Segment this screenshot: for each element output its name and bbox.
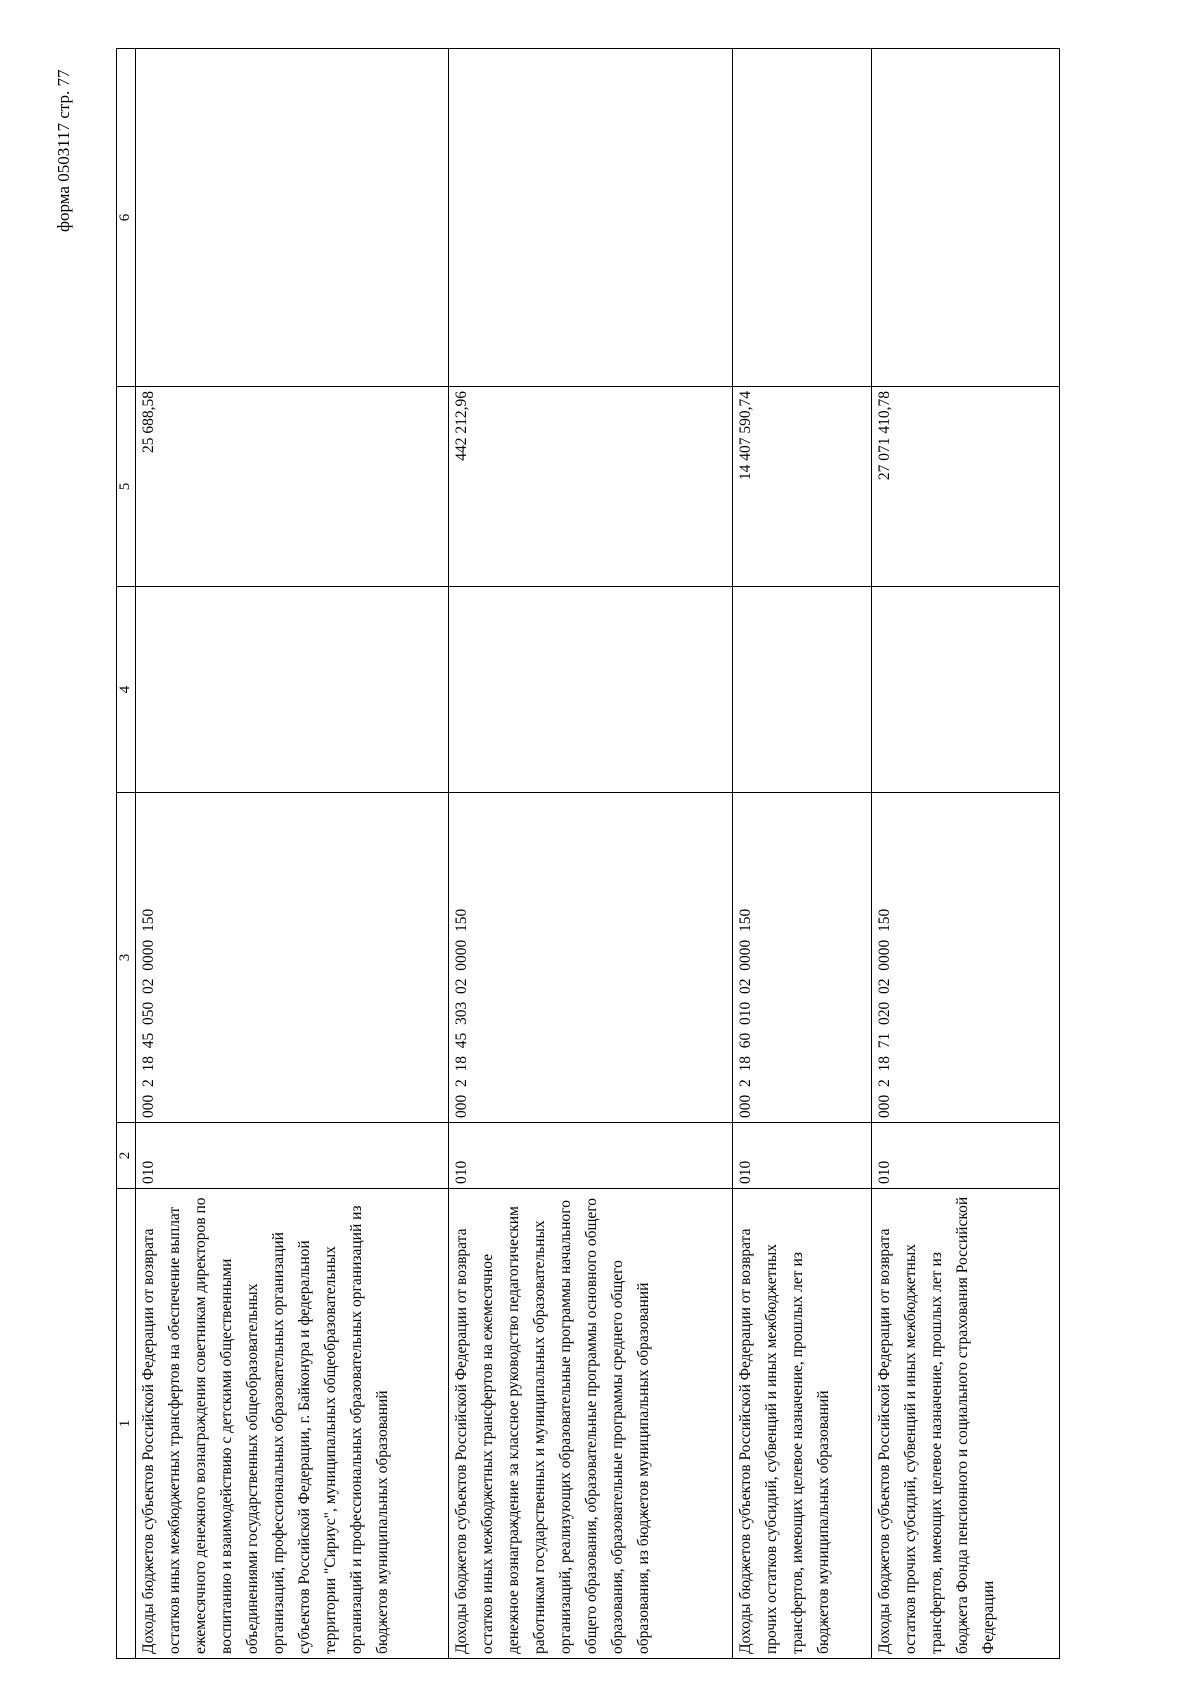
executed-cell: 442 212,96 [449, 387, 733, 587]
line-code-cell: 010 [872, 1123, 1060, 1189]
approved-cell [449, 587, 733, 793]
executed-cell: 25 688,58 [136, 387, 449, 587]
approved-cell [733, 587, 872, 793]
column-number: 2 [117, 1123, 136, 1189]
line-code-cell: 010 [136, 1123, 449, 1189]
table-row [872, 49, 1060, 1659]
column-number-row [117, 49, 136, 1659]
executed-cell: 27 071 410,78 [872, 387, 1060, 587]
line-code-cell: 010 [733, 1123, 872, 1189]
income-code-cell: 000 2 18 45 050 02 0000 150 [136, 793, 449, 1123]
income-name-cell: Доходы бюджетов субъектов Российской Федерации от возврата остатков прочих субсидий, субвенций и иных межбюджетных трансфертов, имеющих целевое назначение, прошлых лет из бюджета Фонда пенсионного и социального страхования Российской Федерации [872, 1189, 1060, 1659]
column-number: 5 [117, 387, 136, 587]
unexecuted-cell [733, 49, 872, 387]
table-row [136, 49, 449, 1659]
approved-cell [872, 587, 1060, 793]
column-number: 6 [117, 49, 136, 387]
column-number: 1 [117, 1189, 136, 1659]
approved-cell [136, 587, 449, 793]
income-code-cell: 000 2 18 45 303 02 0000 150 [449, 793, 733, 1123]
form-reference: форма 0503117 стр. 77 [54, 69, 73, 232]
income-code-cell: 000 2 18 71 020 02 0000 150 [872, 793, 1060, 1123]
unexecuted-cell [449, 49, 733, 387]
table-row [449, 49, 733, 1659]
unexecuted-cell [872, 49, 1060, 387]
unexecuted-cell [136, 49, 449, 387]
income-name-cell: Доходы бюджетов субъектов Российской Федерации от возврата прочих остатков субсидий, субвенций и иных межбюджетных трансфертов, имеющих целевое назначение, прошлых лет из бюджетов муниципальных образований [733, 1189, 872, 1659]
income-report-table [116, 48, 1060, 1659]
column-number: 4 [117, 587, 136, 793]
table-row [733, 49, 872, 1659]
executed-cell: 14 407 590,74 [733, 387, 872, 587]
income-name-cell: Доходы бюджетов субъектов Российской Федерации от возврата остатков иных межбюджетных трансфертов на ежемесячное денежное вознаграждение за классное руководство педагогическим работникам государственных и муниципальных образовательных организаций, реализующих образовательные программы начального общего образования, образовательные программы основного общего образования, образовательные программы среднего общего образования, из бюджетов муниципальных образований [449, 1189, 733, 1659]
report-table-rotated [116, 49, 1076, 1659]
column-number: 3 [117, 793, 136, 1123]
income-code-cell: 000 2 18 60 010 02 0000 150 [733, 793, 872, 1123]
income-name-cell: Доходы бюджетов субъектов Российской Федерации от возврата остатков иных межбюджетных трансфертов на обеспечение выплат ежемесячного денежного вознаграждения советникам директоров по воспитанию и взаимодействию с детскими общественными объединениями государственных общеобразовательных организаций, профессиональных образовательных организаций субъектов Российской Федерации, г. Байконура и федеральной территории "Сириус", муниципальных общеобразовательных организаций и профессиональных образовательных организаций из бюджетов муниципальных образований [136, 1189, 449, 1659]
line-code-cell: 010 [449, 1123, 733, 1189]
